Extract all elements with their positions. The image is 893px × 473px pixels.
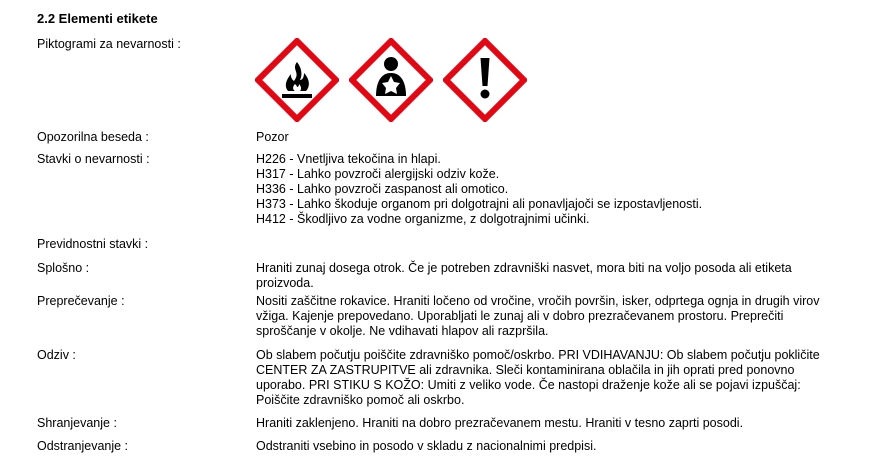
storage-label: Shranjevanje : [37, 416, 117, 430]
text-line: sproščanje v okolje. Ne vdihavati hlapov ali razpršila. [256, 324, 549, 338]
hazard-statement: H317 - Lahko povzroči alergijski odziv kože. [256, 167, 500, 181]
text-line: proizvoda. [256, 276, 314, 290]
response-label: Odziv : [37, 348, 76, 362]
text-line: vžiga. Kajenje prepovedano. Uporabljati le zunaj ali v dobro prezračevanem prostoru. Preprečiti [256, 309, 784, 323]
signal-word-value: Pozor [256, 130, 289, 144]
signal-word-label: Opozorilna beseda : [37, 130, 149, 144]
text-line: Nositi zaščitne rokavice. Hraniti ločeno od vročine, vročih površin, isker, odprtega ognja in drugih virov [256, 294, 820, 308]
general-text [256, 261, 881, 291]
health-hazard-icon [349, 38, 433, 122]
hazard-statement: H226 - Vnetljiva tekočina in hlapi. [256, 152, 441, 166]
prevention-text [256, 294, 881, 339]
hazard-statements-label: Stavki o nevarnosti : [37, 152, 150, 166]
text-line: CENTER ZA ZASTRUPITVE ali zdravnika. Sleči kontaminirana oblačila in jih oprati pred ponovno [256, 363, 795, 377]
text-line: Ob slabem počutju poiščite zdravniško pomoč/oskrbo. PRI VDIHAVANJU: Ob slabem počutju pokličite [256, 348, 820, 362]
text-line: Poiščite zdravniško pomoč ali oskrbo. [256, 393, 465, 407]
hazard-statements [256, 152, 881, 227]
disposal-label: Odstranjevanje : [37, 439, 129, 453]
storage-text: Hraniti zaklenjeno. Hraniti na dobro prezračevanem mestu. Hraniti v tesno zaprti posodi. [256, 416, 744, 430]
text-line: uporabo. PRI STIKU S KOŽO: Umiti z veliko vode. Če nastopi draženje kože ali se pojavi izpuščaj: [256, 378, 801, 392]
flame-icon [255, 38, 339, 122]
general-label: Splošno : [37, 261, 90, 275]
text-line: Hraniti zunaj dosega otrok. Če je potreben zdravniški nasvet, mora biti na voljo posoda ali etiketa [256, 261, 792, 275]
precautionary-label: Previdnostni stavki : [37, 237, 149, 251]
pictograms-label: Piktogrami za nevarnosti : [37, 37, 181, 51]
section-title: 2.2 Elementi etikete [37, 11, 158, 26]
prevention-label: Preprečevanje : [37, 294, 125, 308]
exclamation-mark-icon [443, 38, 527, 122]
hazard-statement: H373 - Lahko škoduje organom pri dolgotrajni ali ponavljajoči se izpostavljenosti. [256, 197, 703, 211]
hazard-pictograms [255, 38, 527, 122]
hazard-statement: H412 - Škodljivo za vodne organizme, z dolgotrajnimi učinki. [256, 212, 590, 226]
disposal-text: Odstraniti vsebino in posodo v skladu z nacionalnimi predpisi. [256, 439, 597, 453]
hazard-statement: H336 - Lahko povzroči zaspanost ali omotico. [256, 182, 509, 196]
response-text [256, 348, 881, 408]
